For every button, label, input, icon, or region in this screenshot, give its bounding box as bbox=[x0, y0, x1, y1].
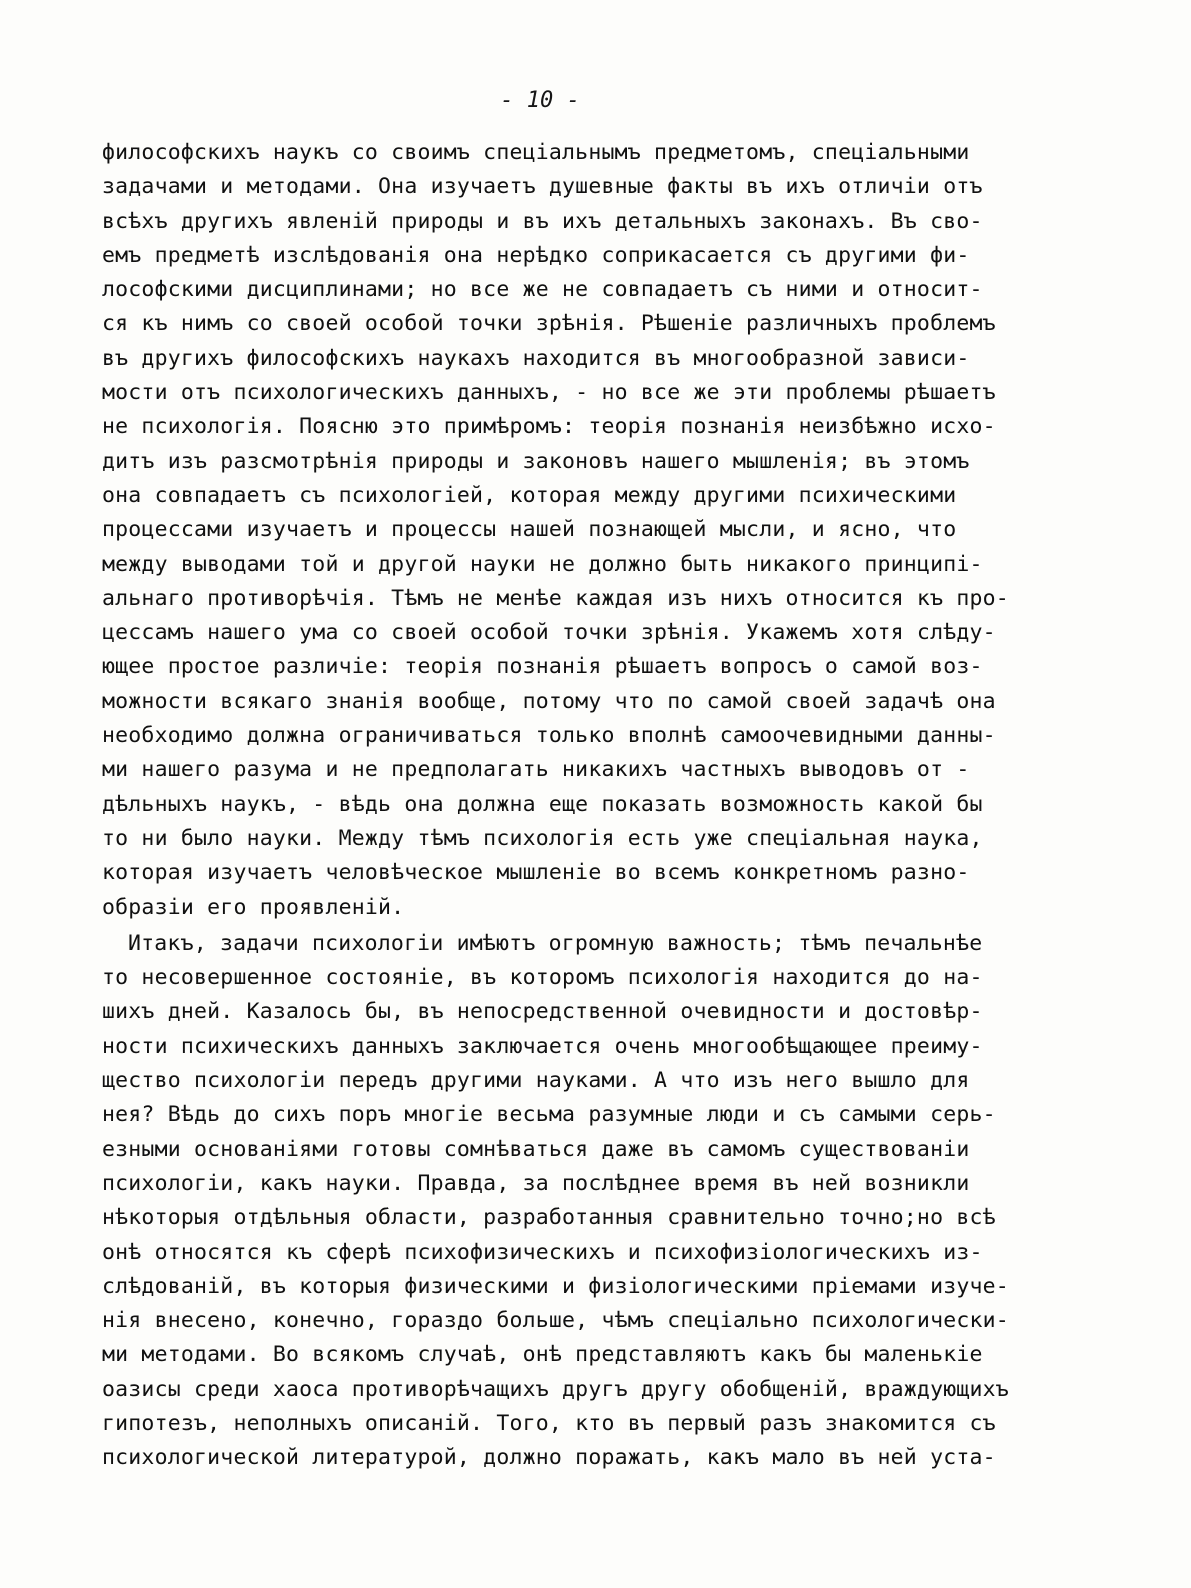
text-line: нѣкоторыя отдѣльныя области, разработанныя сравнительно точно;но всѣ bbox=[102, 1205, 996, 1231]
text-line: нія внесено, конечно, гораздо больше, чѣмъ спеціально психологически- bbox=[102, 1308, 1009, 1334]
text-line: дитъ изъ разсмотрѣнія природы и законовъ нашего мышленія; въ этомъ bbox=[102, 448, 970, 474]
text-line: цессамъ нашего ума со своей особой точки зрѣнія. Укажемъ хотя слѣду- bbox=[102, 620, 996, 646]
text-line: онѣ относятся къ сферѣ психофизическихъ и психофизіологическихъ из- bbox=[102, 1239, 983, 1265]
text-line: она совпадаетъ съ психологіей, которая между другими психическими bbox=[102, 482, 957, 508]
page-number: - 10 - bbox=[500, 88, 580, 113]
text-line: то ни было науки. Между тѣмъ психологія есть уже спеціальная наука, bbox=[102, 825, 983, 851]
text-line: слѣдованій, въ которыя физическими и физіологическими пріемами изуче- bbox=[102, 1273, 1009, 1299]
body-text bbox=[102, 136, 1062, 1476]
text-line: необходимо должна ограничиваться только вполнѣ самоочевидными данны- bbox=[102, 723, 996, 749]
text-line: езными основаніями готовы сомнѣваться даже въ самомъ существованіи bbox=[102, 1136, 970, 1162]
text-line: оазисы среди хаоса противорѣчащихъ другъ другу обобщеній, враждующихъ bbox=[102, 1376, 1009, 1402]
text-line: ности психическихъ данныхъ заключается очень многообѣщающее преиму- bbox=[102, 1033, 983, 1059]
text-line: гипотезъ, неполныхъ описаній. Того, кто въ первый разъ знакомится съ bbox=[102, 1410, 996, 1436]
text-line: емъ предметѣ изслѣдованія она нерѣдко соприкасается съ другими фи- bbox=[102, 242, 970, 268]
text-line: ющее простое различіе: теорія познанія рѣшаетъ вопросъ о самой воз- bbox=[102, 654, 983, 680]
text-line: нея? Вѣдь до сихъ поръ многіе весьма разумные люди и съ самыми серь- bbox=[102, 1102, 996, 1128]
text-line: психологіи, какъ науки. Правда, за послѣднее время въ ней возникли bbox=[102, 1170, 970, 1196]
text-line: шихъ дней. Казалось бы, въ непосредственной очевидности и достовѣр- bbox=[102, 999, 983, 1025]
text-line: задачами и методами. Она изучаетъ душевные факты въ ихъ отличіи отъ bbox=[102, 174, 983, 200]
text-line: между выводами той и другой науки не должно быть никакого принципі- bbox=[102, 551, 983, 577]
paragraph-1 bbox=[102, 136, 1062, 925]
text-line: дѣльныхъ наукъ, - вѣдь она должна еще показать возможность какой бы bbox=[102, 791, 983, 817]
text-line: ся къ нимъ со своей особой точки зрѣнія. Рѣшеніе различныхъ проблемъ bbox=[102, 311, 996, 337]
text-line: ми методами. Во всякомъ случаѣ, онѣ представляютъ какъ бы маленькіе bbox=[102, 1342, 983, 1368]
text-line: образіи его проявленій. bbox=[102, 894, 405, 920]
text-line: философскихъ наукъ со своимъ спеціальнымъ предметомъ, спеціальными bbox=[102, 140, 970, 165]
paragraph-2 bbox=[102, 927, 1062, 1476]
text-line: ми нашего разума и не предполагать никакихъ частныхъ выводовъ от - bbox=[102, 757, 970, 783]
text-line: процессами изучаетъ и процессы нашей познающей мысли, и ясно, что bbox=[102, 517, 957, 543]
text-line: Итакъ, задачи психологіи имѣютъ огромную важность; тѣмъ печальнѣе bbox=[128, 930, 983, 956]
text-line: можности всякаго знанія вообще, потому что по самой своей задачѣ она bbox=[102, 688, 996, 714]
text-line: то несовершенное состояніе, въ которомъ психологія находится до на- bbox=[102, 965, 983, 991]
text-line: не психологія. Поясню это примѣромъ: теорія познанія неизбѣжно исхо- bbox=[102, 414, 996, 440]
text-line: всѣхъ другихъ явленій природы и въ ихъ детальныхъ законахъ. Въ сво- bbox=[102, 208, 983, 234]
text-line: которая изучаетъ человѣческое мышленіе во всемъ конкретномъ разно- bbox=[102, 860, 970, 886]
text-line: психологической литературой, должно поражать, какъ мало въ ней уста- bbox=[102, 1445, 996, 1471]
text-line: щество психологіи передъ другими науками. А что изъ него вышло для bbox=[102, 1068, 970, 1094]
text-line: лософскими дисциплинами; но все же не совпадаетъ съ ними и относит- bbox=[102, 277, 983, 303]
text-line: альнаго противорѣчія. Тѣмъ не менѣе каждая изъ нихъ относится къ про- bbox=[102, 585, 1009, 611]
text-line: въ другихъ философскихъ наукахъ находится въ многообразной зависи- bbox=[102, 345, 970, 371]
text-line: мости отъ психологическихъ данныхъ, - но все же эти проблемы рѣшаетъ bbox=[102, 380, 996, 406]
